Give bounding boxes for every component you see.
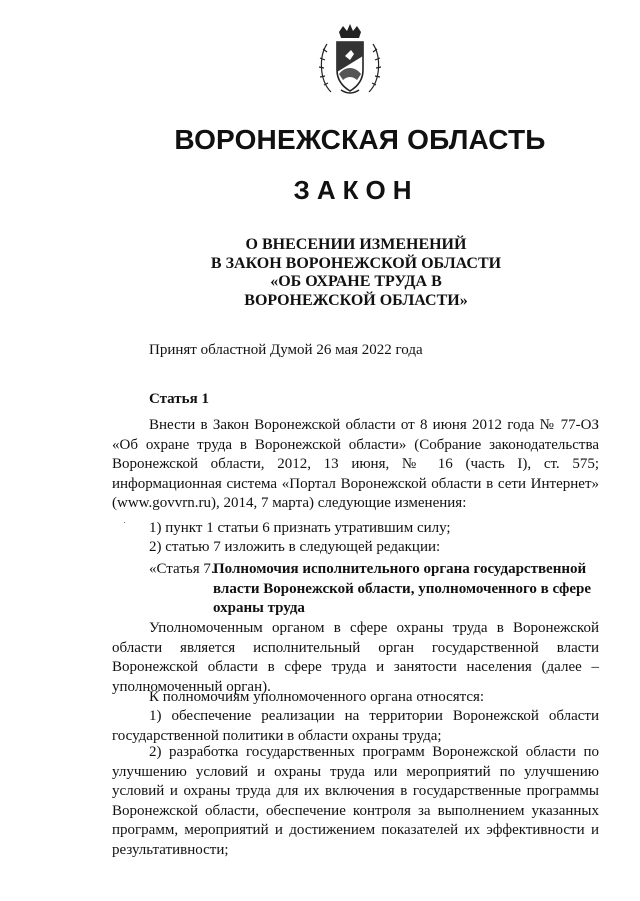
- article-1-heading: Статья 1: [149, 391, 209, 407]
- article-7-paragraph: 1) обеспечение реализации на территории Воронежской области государственной политики в области охраны труда;: [112, 708, 599, 744]
- adoption-date: Принят областной Думой 26 мая 2022 года: [149, 342, 423, 358]
- article-7-heading: [149, 560, 605, 619]
- article-1-intro: Внести в Закон Воронежской области от 8 июня 2012 года № 77-ОЗ «Об охране труда в Воронежской области» (Собрание законодательства Воронежской области, 2012, 13 июня, № 16 (часть I), ст. 575; информационная система «Портал Воронежской области в сети Интернет» (www.govvrn.ru), 2014, 7 марта) следующие изменения:: [112, 417, 599, 511]
- law-title-line: О ВНЕСЕНИИ ИЗМЕНЕНИЙ: [245, 236, 467, 253]
- article-7-label: «Статья 7.: [149, 561, 215, 577]
- voronezh-coat-of-arms-icon: [317, 22, 383, 96]
- scan-artifact: [124, 522, 125, 523]
- law-title-line: «ОБ ОХРАНЕ ТРУДА В: [270, 273, 442, 290]
- amendment-item-2: 2) статью 7 изложить в следующей редакции:: [149, 539, 441, 555]
- amendment-item-1: 1) пункт 1 статьи 6 признать утратившим силу;: [149, 520, 451, 536]
- article-7-paragraph: К полномочиям уполномоченного органа относятся:: [149, 689, 485, 705]
- law-title-line: ВОРОНЕЖСКОЙ ОБЛАСТИ»: [244, 291, 468, 309]
- region-heading: ВОРОНЕЖСКАЯ ОБЛАСТЬ: [174, 124, 546, 155]
- law-title: [0, 236, 640, 310]
- article-7-paragraph: Уполномоченным органом в сфере охраны труда в Воронежской области является исполнительный орган государственной власти Воронежской области в сфере труда и занятости населения (далее – уполномоченный орган).: [112, 620, 599, 695]
- law-title-line: В ЗАКОН ВОРОНЕЖСКОЙ ОБЛАСТИ: [210, 254, 502, 272]
- article-7-paragraph: 2) разработка государственных программ Воронежской области по улучшению условий и охраны труда или мероприятий по улучшению условий и охраны труда для их включения в государственные программы Воронежской области, обеспечение контроля за выполнением указанных программ, мероприятий и достижением показателей их эффективности и результативности;: [112, 744, 599, 858]
- document-type-heading: ЗАКОН: [293, 175, 419, 205]
- article-7-title: Полномочия исполнительного органа государственной власти Воронежской области, уполномоченного в сфере охраны труда: [213, 561, 591, 616]
